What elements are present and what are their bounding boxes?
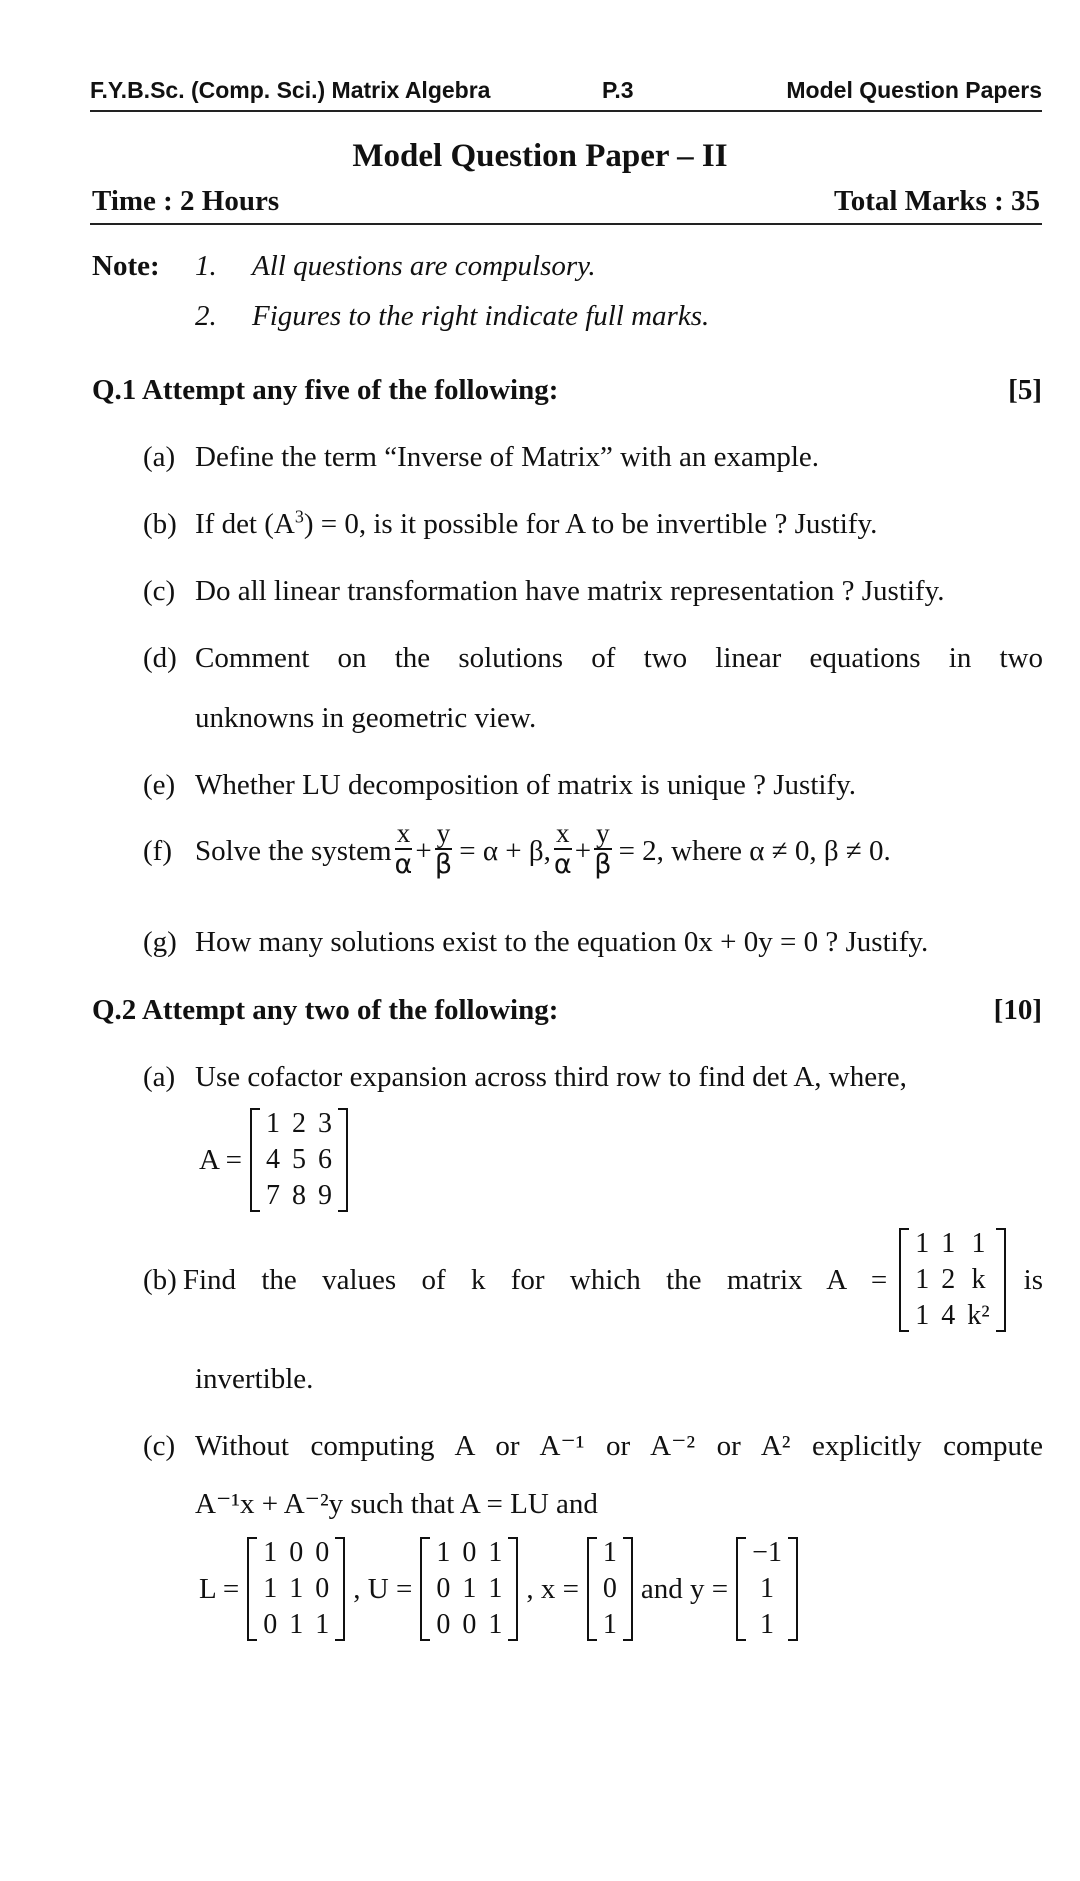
matrix-cell: 0: [289, 1537, 304, 1568]
matrix-lhs: L =: [199, 1572, 240, 1605]
q1-item-d: [143, 642, 1043, 675]
matrix-cell: 8: [291, 1180, 306, 1211]
matrix-cell: 0: [315, 1573, 330, 1604]
matrix-cell: 6: [317, 1144, 332, 1175]
fraction-x-over-alpha: [554, 818, 572, 880]
matrix-cell: 0: [263, 1609, 278, 1640]
item-label: (c): [143, 1430, 176, 1462]
item-text: How many solutions exist to the equation 0x + 0y = 0 ? Justify.: [195, 926, 929, 958]
matrix-cell: 0: [462, 1609, 477, 1640]
paper-title: Model Question Paper – II: [352, 138, 728, 174]
fraction-y-over-beta: [594, 818, 612, 880]
time-allowed: Time : 2 Hours: [92, 185, 280, 217]
item-label: (c): [143, 575, 176, 607]
q2c-equations: [195, 1535, 802, 1643]
q1-item-b: [143, 508, 877, 541]
denominator: α: [553, 849, 572, 880]
matrix-cell: 0: [436, 1573, 451, 1604]
note-number: 1.: [195, 250, 217, 282]
matrix-A: [250, 1106, 348, 1214]
matrix-cell: 1: [971, 1228, 986, 1259]
item-text-post: ) = 0, is it possible for A to be invertible ? Justify.: [303, 508, 878, 540]
item-label: (f): [143, 834, 172, 867]
matrix-cell: k: [971, 1264, 986, 1295]
item-text-suffix: is: [1023, 1263, 1043, 1296]
item-text-pre: If det (A: [195, 508, 295, 540]
matrix-cell: 0: [462, 1537, 477, 1568]
matrix-cell: 5: [291, 1144, 306, 1175]
note-number: 2.: [195, 300, 217, 332]
denominator: α: [394, 849, 413, 880]
vector-y: [736, 1535, 798, 1643]
q1-item-g: [143, 926, 928, 959]
matrix-cell: 1: [915, 1228, 930, 1259]
fraction-x-over-alpha: [395, 818, 413, 880]
q1-item-d-continued: unknowns in geometric view.: [195, 702, 537, 734]
q2a-equation: [195, 1106, 352, 1214]
item-label: (g): [143, 926, 177, 958]
matrix-cell: 1: [289, 1573, 304, 1604]
matrix-cell: 7: [265, 1180, 280, 1211]
header-section: Model Question Papers: [786, 77, 1042, 103]
matrix-cell: 9: [317, 1180, 332, 1211]
matrix-L: [247, 1535, 345, 1643]
q2-heading: Q.2 Attempt any two of the following:: [92, 994, 559, 1026]
total-marks: Total Marks : 35: [834, 185, 1040, 217]
matrix-cell: 1: [488, 1573, 503, 1604]
q2-marks: [10]: [993, 994, 1042, 1026]
matrix-cell: 1: [915, 1264, 930, 1295]
matrix-cell: 1: [602, 1609, 617, 1640]
matrix-cell: k²: [967, 1300, 990, 1331]
item-text: Find the values of k for which the matrix A =: [182, 1263, 888, 1296]
note-label: Note:: [92, 250, 160, 282]
matrix-cell: 1: [263, 1573, 278, 1604]
matrix-cell: 1: [760, 1573, 775, 1604]
item-text: Do all linear transformation have matrix representation ? Justify.: [195, 575, 945, 607]
matrix-cell: 1: [915, 1300, 930, 1331]
q1-heading: Q.1 Attempt any five of the following:: [92, 374, 559, 406]
matrix-cell: 1: [760, 1609, 775, 1640]
numerator: y: [436, 818, 451, 848]
item-label: (a): [143, 441, 176, 473]
q2-item-b: [143, 1226, 1043, 1334]
plus-sign: +: [574, 834, 592, 867]
matrix-cell: 1: [263, 1537, 278, 1568]
q2-item-c: [143, 1428, 1043, 1463]
item-text: Use cofactor expansion across third row to find det A, where,: [195, 1061, 907, 1093]
time-marks-bar: [90, 183, 1042, 225]
matrix-cell: 1: [265, 1108, 280, 1139]
matrix-A: [899, 1226, 1005, 1334]
matrix-cell: 1: [462, 1573, 477, 1604]
q1-item-f: [143, 820, 891, 882]
q1-item-a: [143, 441, 819, 474]
matrix-cell: 2: [941, 1264, 956, 1295]
matrix-cell: 1: [436, 1537, 451, 1568]
exponent: 3: [294, 506, 304, 527]
matrix-cell: 1: [602, 1537, 617, 1568]
q1-item-e: [143, 769, 856, 802]
matrix-cell: 0: [436, 1609, 451, 1640]
matrix-cell: 0: [315, 1537, 330, 1568]
vector-x: [587, 1535, 633, 1643]
matrix-cell: 4: [265, 1144, 280, 1175]
matrix-cell: 4: [941, 1300, 956, 1331]
matrix-cell: 1: [488, 1537, 503, 1568]
denominator: β: [434, 849, 453, 880]
equation-1-rhs: = α + β,: [459, 834, 551, 867]
numerator: x: [395, 818, 413, 850]
q1-item-c: [143, 575, 944, 608]
matrix-cell: 2: [291, 1108, 306, 1139]
matrix-cell: 1: [941, 1228, 956, 1259]
item-text: Without computing A or A⁻¹ or A⁻² or A² explicitly compute: [195, 1430, 1043, 1462]
matrix-cell: 0: [602, 1573, 617, 1604]
header-page-number: P.3: [602, 77, 634, 103]
matrix-cell: 1: [488, 1609, 503, 1640]
vector-lhs: , x =: [526, 1572, 579, 1605]
fraction-y-over-beta: [435, 818, 453, 880]
matrix-U: [420, 1535, 518, 1643]
item-text: Comment on the solutions of two linear equations in two: [195, 642, 1043, 674]
denominator: β: [594, 849, 612, 880]
equation-2-rhs: = 2, where α ≠ 0, β ≠ 0.: [618, 834, 891, 867]
q1-marks: [5]: [1008, 374, 1042, 406]
numerator: y: [596, 818, 610, 848]
matrix-cell: 3: [317, 1108, 332, 1139]
matrix-cell: 1: [289, 1609, 304, 1640]
numerator: x: [554, 818, 572, 850]
item-text: Whether LU decomposition of matrix is unique ? Justify.: [195, 769, 856, 801]
q2-item-c-continued: A⁻¹x + A⁻²y such that A = LU and: [195, 1488, 598, 1520]
q2-item-a: [143, 1061, 907, 1094]
vector-lhs: and y =: [640, 1572, 729, 1605]
item-label: (b): [143, 1263, 177, 1296]
item-label: (a): [143, 1061, 176, 1093]
running-header: [90, 74, 1042, 112]
item-label: (e): [143, 769, 176, 801]
header-course: F.Y.B.Sc. (Comp. Sci.) Matrix Algebra: [90, 77, 491, 103]
note-text: All questions are compulsory.: [252, 250, 596, 282]
matrix-cell: −1: [752, 1537, 782, 1568]
matrix-lhs: A =: [199, 1143, 242, 1176]
item-text: Solve the system: [195, 834, 392, 867]
matrix-cell: 1: [315, 1609, 330, 1640]
item-label: (b): [143, 508, 177, 540]
q2-item-b-continued: invertible.: [195, 1363, 314, 1395]
item-text: Define the term “Inverse of Matrix” with an example.: [195, 441, 820, 473]
plus-sign: +: [415, 834, 432, 867]
note-text: Figures to the right indicate full marks.: [252, 300, 710, 332]
item-label: (d): [143, 642, 177, 674]
matrix-lhs: , U =: [353, 1572, 413, 1605]
